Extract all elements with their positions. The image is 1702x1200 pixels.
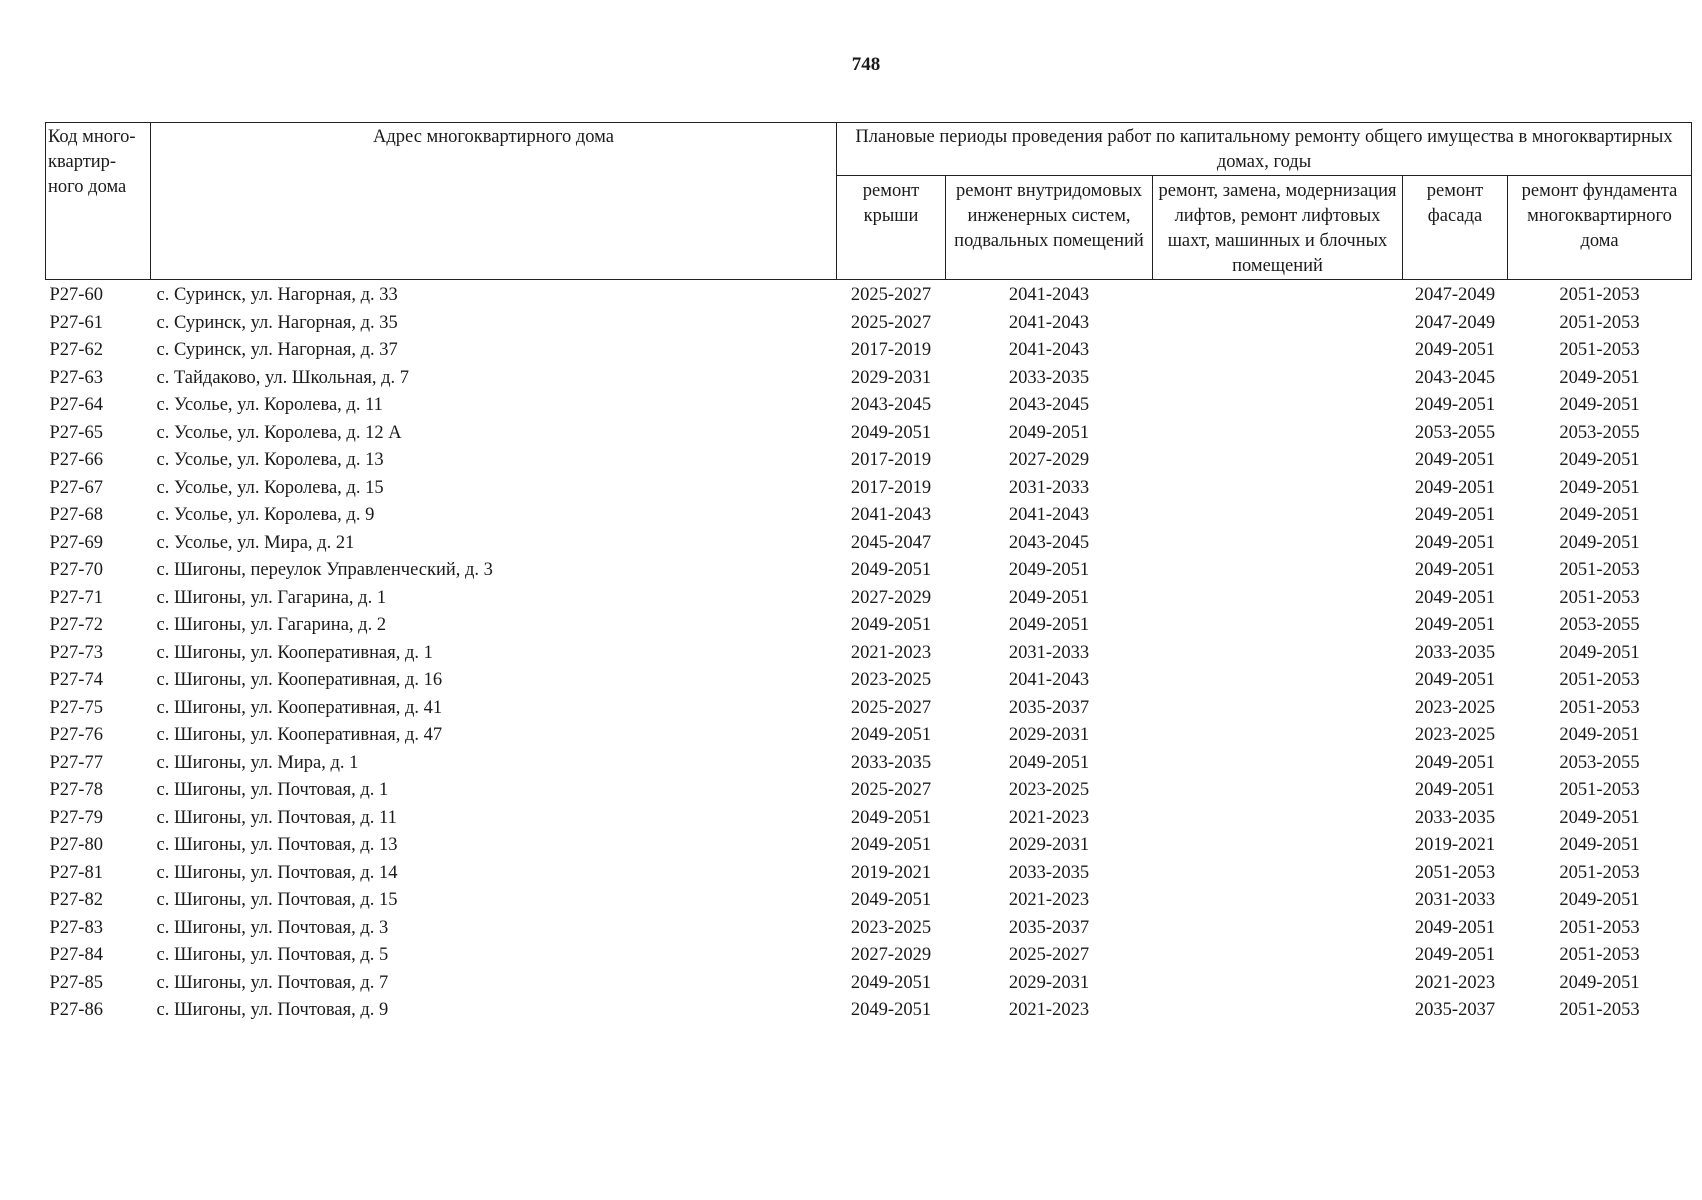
header-periods: Плановые периоды проведения работ по капитальному ремонту общего имущества в многоквартирных домах, годы [837, 123, 1692, 176]
cell-code: Р27-63 [49, 367, 103, 388]
table-row [46, 695, 1692, 723]
cell-roof: 2021-2023 [850, 642, 932, 663]
cell-elevators [1153, 365, 1403, 393]
cell-code: Р27-86 [49, 1000, 103, 1021]
cell-facade: 2033-2035 [1414, 807, 1496, 828]
table-row [46, 502, 1692, 530]
cell-address: с. Усолье, ул. Королева, д. 13 [156, 450, 384, 471]
cell-elevators [1153, 832, 1403, 860]
cell-code: Р27-78 [49, 780, 103, 801]
cell-facade: 2049-2051 [1414, 780, 1496, 801]
cell-address: с. Суринск, ул. Нагорная, д. 35 [156, 312, 398, 333]
cell-elevators [1153, 695, 1403, 723]
cell-address: с. Шигоны, ул. Кооперативная, д. 1 [156, 642, 433, 663]
cell-code: Р27-80 [49, 835, 103, 856]
cell-address: с. Шигоны, ул. Кооперативная, д. 47 [156, 725, 443, 746]
cell-code: Р27-60 [49, 285, 103, 306]
cell-foundation: 2051-2053 [1559, 945, 1640, 966]
cell-elevators [1153, 530, 1403, 558]
cell-address: с. Усолье, ул. Королева, д. 12 А [156, 422, 402, 443]
cell-foundation: 2049-2051 [1559, 395, 1640, 416]
cell-elevators [1153, 970, 1403, 998]
cell-foundation: 2049-2051 [1559, 642, 1640, 663]
cell-code: Р27-77 [49, 752, 103, 773]
cell-engineering: 2031-2033 [1008, 642, 1090, 663]
cell-roof: 2025-2027 [850, 780, 932, 801]
cell-address: с. Усолье, ул. Королева, д. 9 [156, 505, 375, 526]
cell-elevators [1153, 667, 1403, 695]
cell-foundation: 2049-2051 [1559, 807, 1640, 828]
cell-code: Р27-67 [49, 477, 103, 498]
cell-facade: 2049-2051 [1414, 477, 1496, 498]
cell-roof: 2049-2051 [850, 422, 932, 443]
table-row [46, 777, 1692, 805]
cell-foundation: 2053-2055 [1559, 752, 1640, 773]
cell-elevators [1153, 942, 1403, 970]
cell-address: с. Шигоны, ул. Почтовая, д. 5 [156, 945, 389, 966]
cell-engineering: 2031-2033 [1008, 477, 1090, 498]
cell-code: Р27-83 [49, 917, 103, 938]
cell-foundation: 2049-2051 [1559, 532, 1640, 553]
cell-engineering: 2027-2029 [1008, 450, 1090, 471]
cell-address: с. Шигоны, ул. Почтовая, д. 14 [156, 862, 398, 883]
cell-roof: 2043-2045 [850, 395, 932, 416]
cell-elevators [1153, 612, 1403, 640]
table-row [46, 805, 1692, 833]
cell-engineering: 2043-2045 [1008, 395, 1090, 416]
cell-foundation: 2051-2053 [1559, 560, 1640, 581]
cell-engineering: 2021-2023 [1008, 890, 1090, 911]
cell-elevators [1153, 640, 1403, 668]
cell-address: с. Шигоны, ул. Гагарина, д. 2 [156, 615, 387, 636]
cell-foundation: 2049-2051 [1559, 367, 1640, 388]
header-address: Адрес многоквартирного дома [151, 123, 837, 280]
header-roof: ремонт крыши [837, 176, 946, 280]
cell-code: Р27-61 [49, 312, 103, 333]
cell-foundation: 2049-2051 [1559, 505, 1640, 526]
cell-roof: 2029-2031 [850, 367, 932, 388]
cell-foundation: 2051-2053 [1559, 917, 1640, 938]
cell-roof: 2017-2019 [850, 477, 932, 498]
table-row [46, 392, 1692, 420]
table-row [46, 915, 1692, 943]
cell-facade: 2049-2051 [1414, 560, 1496, 581]
cell-facade: 2053-2055 [1414, 422, 1496, 443]
cell-facade: 2049-2051 [1414, 505, 1496, 526]
cell-roof: 2023-2025 [850, 670, 932, 691]
header-code: Код много-квартир-ного дома [46, 123, 151, 280]
cell-roof: 2041-2043 [850, 505, 932, 526]
cell-engineering: 2043-2045 [1008, 532, 1090, 553]
cell-elevators [1153, 392, 1403, 420]
cell-address: с. Суринск, ул. Нагорная, д. 37 [156, 340, 398, 361]
cell-foundation: 2049-2051 [1559, 890, 1640, 911]
cell-code: Р27-64 [49, 395, 103, 416]
cell-foundation: 2053-2055 [1559, 422, 1640, 443]
cell-engineering: 2025-2027 [1008, 945, 1090, 966]
cell-facade: 2047-2049 [1414, 312, 1496, 333]
cell-engineering: 2041-2043 [1008, 340, 1090, 361]
cell-code: Р27-75 [49, 697, 103, 718]
cell-elevators [1153, 805, 1403, 833]
cell-code: Р27-84 [49, 945, 103, 966]
cell-foundation: 2051-2053 [1559, 285, 1640, 306]
cell-code: Р27-71 [49, 587, 103, 608]
cell-engineering: 2049-2051 [1008, 560, 1090, 581]
cell-elevators [1153, 915, 1403, 943]
cell-foundation: 2049-2051 [1559, 477, 1640, 498]
table-row [46, 310, 1692, 338]
cell-elevators [1153, 585, 1403, 613]
cell-facade: 2049-2051 [1414, 752, 1496, 773]
cell-code: Р27-85 [49, 972, 103, 993]
cell-engineering: 2049-2051 [1008, 752, 1090, 773]
cell-facade: 2049-2051 [1414, 615, 1496, 636]
cell-address: с. Шигоны, ул. Почтовая, д. 1 [156, 780, 389, 801]
cell-elevators [1153, 997, 1403, 1025]
cell-facade: 2051-2053 [1414, 862, 1496, 883]
cell-elevators [1153, 860, 1403, 888]
cell-roof: 2019-2021 [850, 862, 932, 883]
cell-address: с. Шигоны, ул. Мира, д. 1 [156, 752, 359, 773]
cell-engineering: 2049-2051 [1008, 587, 1090, 608]
cell-code: Р27-65 [49, 422, 103, 443]
cell-roof: 2049-2051 [850, 807, 932, 828]
cell-foundation: 2049-2051 [1559, 972, 1640, 993]
cell-elevators [1153, 447, 1403, 475]
cell-engineering: 2029-2031 [1008, 972, 1090, 993]
cell-facade: 2049-2051 [1414, 395, 1496, 416]
cell-foundation: 2049-2051 [1559, 835, 1640, 856]
cell-foundation: 2049-2051 [1559, 450, 1640, 471]
table-row [46, 530, 1692, 558]
cell-engineering: 2041-2043 [1008, 670, 1090, 691]
cell-engineering: 2041-2043 [1008, 285, 1090, 306]
cell-elevators [1153, 502, 1403, 530]
cell-roof: 2049-2051 [850, 725, 932, 746]
header-facade: ремонт фасада [1403, 176, 1508, 280]
table-row [46, 612, 1692, 640]
cell-foundation: 2051-2053 [1559, 587, 1640, 608]
cell-engineering: 2035-2037 [1008, 917, 1090, 938]
cell-roof: 2045-2047 [850, 532, 932, 553]
cell-elevators [1153, 722, 1403, 750]
table-row [46, 860, 1692, 888]
cell-elevators [1153, 420, 1403, 448]
cell-engineering: 2035-2037 [1008, 697, 1090, 718]
cell-facade: 2049-2051 [1414, 450, 1496, 471]
cell-address: с. Усолье, ул. Королева, д. 11 [156, 395, 383, 416]
table-row [46, 997, 1692, 1025]
table-row [46, 447, 1692, 475]
cell-code: Р27-68 [49, 505, 103, 526]
cell-address: с. Шигоны, ул. Гагарина, д. 1 [156, 587, 387, 608]
cell-roof: 2049-2051 [850, 615, 932, 636]
cell-facade: 2035-2037 [1414, 1000, 1496, 1021]
cell-roof: 2049-2051 [850, 835, 932, 856]
cell-code: Р27-69 [49, 532, 103, 553]
cell-facade: 2031-2033 [1414, 890, 1496, 911]
cell-foundation: 2051-2053 [1559, 697, 1640, 718]
cell-foundation: 2051-2053 [1559, 862, 1640, 883]
cell-roof: 2033-2035 [850, 752, 932, 773]
cell-roof: 2017-2019 [850, 450, 932, 471]
cell-code: Р27-82 [49, 890, 103, 911]
cell-facade: 2021-2023 [1414, 972, 1496, 993]
cell-elevators [1153, 557, 1403, 585]
cell-roof: 2023-2025 [850, 917, 932, 938]
cell-facade: 2043-2045 [1414, 367, 1496, 388]
table-row [46, 280, 1692, 310]
table-row [46, 640, 1692, 668]
cell-code: Р27-73 [49, 642, 103, 663]
cell-address: с. Шигоны, ул. Почтовая, д. 7 [156, 972, 389, 993]
cell-engineering: 2021-2023 [1008, 1000, 1090, 1021]
cell-engineering: 2041-2043 [1008, 505, 1090, 526]
table-row [46, 557, 1692, 585]
table-row [46, 750, 1692, 778]
cell-elevators [1153, 887, 1403, 915]
cell-address: с. Суринск, ул. Нагорная, д. 33 [156, 285, 398, 306]
cell-code: Р27-76 [49, 725, 103, 746]
page-number: 748 [851, 54, 881, 75]
cell-roof: 2027-2029 [850, 945, 932, 966]
cell-roof: 2049-2051 [850, 890, 932, 911]
cell-roof: 2049-2051 [850, 560, 932, 581]
cell-code: Р27-81 [49, 862, 103, 883]
table-row [46, 365, 1692, 393]
cell-address: с. Шигоны, ул. Почтовая, д. 11 [156, 807, 397, 828]
cell-roof: 2025-2027 [850, 697, 932, 718]
table-row [46, 420, 1692, 448]
cell-facade: 2049-2051 [1414, 587, 1496, 608]
cell-address: с. Усолье, ул. Королева, д. 15 [156, 477, 384, 498]
cell-engineering: 2029-2031 [1008, 725, 1090, 746]
cell-facade: 2023-2025 [1414, 725, 1496, 746]
header-elevators: ремонт, замена, модернизация лифтов, ремонт лифтовых шахт, машинных и блочных помещений [1153, 176, 1403, 280]
cell-elevators [1153, 337, 1403, 365]
cell-engineering: 2023-2025 [1008, 780, 1090, 801]
cell-facade: 2049-2051 [1414, 340, 1496, 361]
cell-engineering: 2033-2035 [1008, 367, 1090, 388]
table-row [46, 942, 1692, 970]
cell-code: Р27-62 [49, 340, 103, 361]
cell-facade: 2049-2051 [1414, 670, 1496, 691]
cell-address: с. Шигоны, ул. Почтовая, д. 13 [156, 835, 398, 856]
cell-elevators [1153, 750, 1403, 778]
cell-facade: 2049-2051 [1414, 945, 1496, 966]
cell-foundation: 2051-2053 [1559, 670, 1640, 691]
cell-facade: 2049-2051 [1414, 532, 1496, 553]
cell-engineering: 2049-2051 [1008, 615, 1090, 636]
cell-address: с. Шигоны, ул. Почтовая, д. 3 [156, 917, 389, 938]
cell-roof: 2049-2051 [850, 1000, 932, 1021]
table-row [46, 722, 1692, 750]
cell-facade: 2049-2051 [1414, 917, 1496, 938]
cell-address: с. Шигоны, ул. Почтовая, д. 15 [156, 890, 398, 911]
cell-engineering: 2041-2043 [1008, 312, 1090, 333]
cell-facade: 2019-2021 [1414, 835, 1496, 856]
cell-roof: 2025-2027 [850, 312, 932, 333]
table-row [46, 887, 1692, 915]
cell-foundation: 2051-2053 [1559, 312, 1640, 333]
cell-code: Р27-72 [49, 615, 103, 636]
cell-engineering: 2021-2023 [1008, 807, 1090, 828]
table-row [46, 475, 1692, 503]
cell-engineering: 2049-2051 [1008, 422, 1090, 443]
cell-facade: 2047-2049 [1414, 285, 1496, 306]
table-row [46, 970, 1692, 998]
table-header [46, 123, 1692, 280]
table-row [46, 337, 1692, 365]
cell-address: с. Усолье, ул. Мира, д. 21 [156, 532, 355, 553]
cell-code: Р27-74 [49, 670, 103, 691]
cell-foundation: 2051-2053 [1559, 780, 1640, 801]
cell-foundation: 2051-2053 [1559, 340, 1640, 361]
header-foundation: ремонт фундамента многоквартирного дома [1508, 176, 1692, 280]
cell-engineering: 2029-2031 [1008, 835, 1090, 856]
table-row [46, 832, 1692, 860]
cell-elevators [1153, 777, 1403, 805]
header-engineering: ремонт внутридомовых инженерных систем, подвальных помещений [946, 176, 1153, 280]
cell-elevators [1153, 475, 1403, 503]
cell-address: с. Шигоны, ул. Кооперативная, д. 41 [156, 697, 443, 718]
cell-engineering: 2033-2035 [1008, 862, 1090, 883]
cell-address: с. Шигоны, ул. Почтовая, д. 9 [156, 1000, 389, 1021]
cell-foundation: 2049-2051 [1559, 725, 1640, 746]
cell-address: с. Шигоны, переулок Управленческий, д. 3 [156, 560, 493, 581]
cell-roof: 2027-2029 [850, 587, 932, 608]
cell-facade: 2023-2025 [1414, 697, 1496, 718]
cell-foundation: 2051-2053 [1559, 1000, 1640, 1021]
cell-code: Р27-70 [49, 560, 103, 581]
cell-code: Р27-79 [49, 807, 103, 828]
table-body [46, 280, 1692, 1025]
cell-roof: 2017-2019 [850, 340, 932, 361]
cell-address: с. Шигоны, ул. Кооперативная, д. 16 [156, 670, 443, 691]
cell-roof: 2049-2051 [850, 972, 932, 993]
cell-roof: 2025-2027 [850, 285, 932, 306]
cell-facade: 2033-2035 [1414, 642, 1496, 663]
table-row [46, 585, 1692, 613]
cell-code: Р27-66 [49, 450, 103, 471]
cell-address: с. Тайдаково, ул. Школьная, д. 7 [156, 367, 410, 388]
table-row [46, 667, 1692, 695]
cell-foundation: 2053-2055 [1559, 615, 1640, 636]
repair-schedule-table [45, 122, 1692, 1025]
cell-elevators [1153, 280, 1403, 310]
cell-elevators [1153, 310, 1403, 338]
